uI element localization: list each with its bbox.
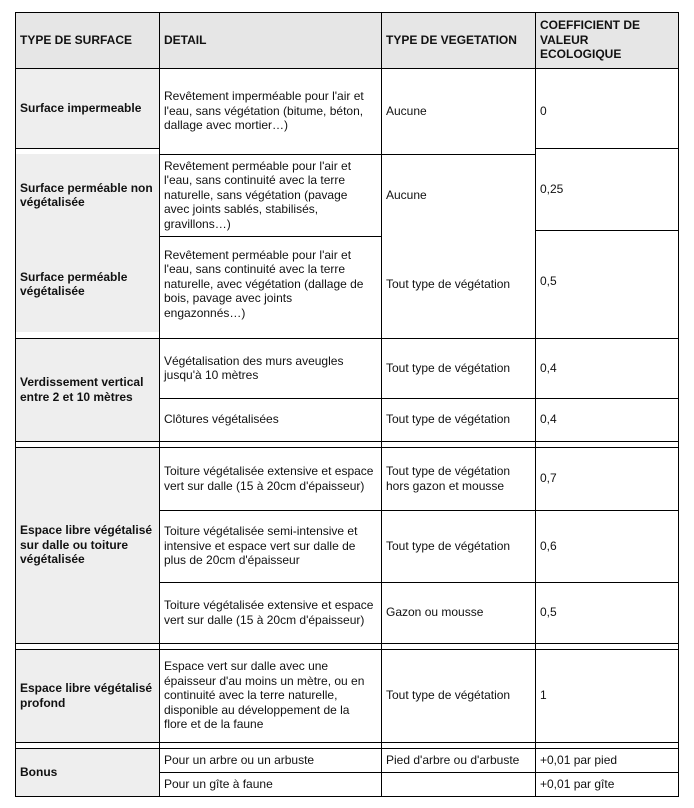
group-verdissement-vertical bbox=[15, 338, 159, 441]
column-divider bbox=[159, 12, 160, 797]
row-divider bbox=[159, 398, 679, 399]
row-coefficient-text: 0,5 bbox=[540, 273, 557, 288]
group-surface-permeable-vegetalisee bbox=[15, 236, 159, 332]
group-label: Surface perméable végétalisée bbox=[20, 269, 128, 298]
header-coefficient-text: COEFFICIENT DE VALEUR ECOLOGIQUE bbox=[540, 18, 641, 62]
row-vegetation bbox=[381, 772, 535, 797]
row-divider bbox=[15, 447, 679, 448]
row-detail bbox=[159, 154, 381, 236]
row-divider bbox=[535, 230, 679, 231]
header-type-surface-text: TYPE DE SURFACE bbox=[20, 32, 133, 47]
border-line bbox=[15, 796, 679, 797]
row-detail bbox=[159, 510, 381, 582]
ecological-coefficient-table bbox=[15, 12, 679, 797]
header-detail bbox=[159, 12, 381, 68]
group-label: Surface impermeable bbox=[20, 100, 142, 115]
row-coefficient-text: 0,25 bbox=[540, 181, 564, 196]
row-coefficient bbox=[535, 398, 679, 441]
row-coefficient-text: 0,7 bbox=[540, 471, 557, 486]
row-vegetation-text: Tout type de végétation bbox=[386, 276, 511, 291]
row-divider bbox=[159, 154, 535, 155]
row-divider bbox=[15, 748, 679, 749]
row-coefficient bbox=[535, 230, 679, 332]
group-label: Bonus bbox=[20, 765, 58, 780]
row-detail-text: Toiture végétalisée semi-intensive et intensive et espace vert sur dalle de plus de 20cm d'épaisseur bbox=[164, 524, 358, 568]
column-divider bbox=[381, 12, 382, 797]
row-detail bbox=[159, 447, 381, 510]
row-vegetation bbox=[381, 236, 535, 332]
row-coefficient bbox=[535, 649, 679, 742]
group-surface-impermeable bbox=[15, 68, 159, 148]
row-coefficient-text: 0,4 bbox=[540, 412, 557, 427]
row-vegetation-text: Tout type de végétation bbox=[386, 412, 511, 427]
row-vegetation-text: Aucune bbox=[386, 103, 427, 118]
group-label: Verdissement vertical entre 2 et 10 mètres bbox=[20, 375, 144, 404]
row-coefficient-text: +0,01 par gîte bbox=[540, 777, 615, 792]
row-divider bbox=[15, 742, 679, 743]
row-coefficient-text: 0,5 bbox=[540, 605, 557, 620]
row-vegetation bbox=[381, 398, 535, 441]
row-vegetation bbox=[381, 649, 535, 742]
row-divider bbox=[159, 510, 679, 511]
row-coefficient bbox=[535, 772, 679, 797]
row-coefficient-text: 0 bbox=[540, 103, 547, 118]
row-detail bbox=[159, 649, 381, 742]
row-vegetation bbox=[381, 68, 535, 154]
row-coefficient-text: +0,01 par pied bbox=[540, 752, 618, 767]
row-detail-text: Revêtement imperméable pour l'air et l'eau, sans végétation (bitume, béton, dallage avec mortier…) bbox=[164, 89, 364, 133]
row-detail bbox=[159, 338, 381, 398]
row-divider bbox=[15, 441, 679, 442]
row-coefficient bbox=[535, 447, 679, 510]
row-vegetation-text: Tout type de végétation hors gazon et mousse bbox=[386, 464, 511, 493]
border-line bbox=[678, 12, 679, 797]
group-label: Espace libre végétalisé profond bbox=[20, 681, 153, 710]
row-divider bbox=[159, 236, 381, 237]
row-coefficient-text: 0,6 bbox=[540, 538, 557, 553]
row-vegetation bbox=[381, 447, 535, 510]
header-detail-text: DETAIL bbox=[164, 32, 207, 47]
header-coefficient bbox=[535, 12, 679, 68]
row-vegetation bbox=[381, 582, 535, 643]
row-detail-text: Revêtement perméable pour l'air et l'eau, sans continuité avec la terre naturelle, sans végétation (pavage avec joints sablés, stabilisés, gravillons…) bbox=[164, 158, 352, 231]
row-vegetation bbox=[381, 510, 535, 582]
row-coefficient bbox=[535, 338, 679, 398]
row-divider bbox=[15, 68, 679, 69]
row-detail-text: Pour un gîte à faune bbox=[164, 777, 273, 792]
border-line bbox=[15, 12, 16, 797]
row-coefficient bbox=[535, 148, 679, 230]
group-label: Espace libre végétalisé sur dalle ou toiture végétalisée bbox=[20, 523, 153, 567]
border-line bbox=[15, 12, 679, 13]
row-divider bbox=[159, 582, 679, 583]
group-espace-libre-dalle bbox=[15, 447, 159, 643]
row-detail-text: Toiture végétalisée extensive et espace vert sur dalle (15 à 20cm d'épaisseur) bbox=[164, 464, 374, 493]
row-detail-text: Espace vert sur dalle avec une épaisseur d'au moins un mètre, ou en continuité avec la terre naturelle, disponible au développement de la flore et de la faune bbox=[164, 659, 365, 732]
row-detail bbox=[159, 236, 381, 332]
group-surface-permeable-non-vegetalisee bbox=[15, 154, 159, 236]
row-detail bbox=[159, 68, 381, 154]
row-coefficient bbox=[535, 582, 679, 643]
column-divider bbox=[535, 12, 536, 797]
row-coefficient bbox=[535, 510, 679, 582]
row-detail bbox=[159, 398, 381, 441]
row-detail bbox=[159, 772, 381, 797]
row-detail-text: Pour un arbre ou un arbuste bbox=[164, 752, 315, 767]
row-detail bbox=[159, 748, 381, 772]
header-type-vegetation bbox=[381, 12, 535, 68]
group-label: Surface perméable non végétalisée bbox=[20, 180, 153, 209]
row-detail-text: Végétalisation des murs aveugles jusqu'à 10 mètres bbox=[164, 353, 344, 382]
row-divider bbox=[15, 338, 679, 339]
row-detail-text: Toiture végétalisée extensive et espace vert sur dalle (15 à 20cm d'épaisseur) bbox=[164, 598, 374, 627]
row-detail-text: Revêtement perméable pour l'air et l'eau, sans continuité avec la terre naturelle, avec végétation (dallage de bois, pavage avec joints engazonnés…) bbox=[164, 247, 364, 320]
row-vegetation-text: Gazon ou mousse bbox=[386, 605, 484, 620]
row-vegetation bbox=[381, 154, 535, 236]
group-bonus bbox=[15, 748, 159, 797]
row-detail bbox=[159, 582, 381, 643]
row-detail-text: Clôtures végétalisées bbox=[164, 412, 279, 427]
row-divider bbox=[159, 772, 679, 773]
row-vegetation bbox=[381, 748, 535, 772]
header-type-vegetation-text: TYPE DE VEGETATION bbox=[386, 32, 517, 47]
row-coefficient bbox=[535, 748, 679, 772]
row-divider bbox=[15, 649, 679, 650]
header-type-surface bbox=[15, 12, 159, 68]
group-espace-libre-profond bbox=[15, 649, 159, 742]
row-vegetation-text: Pied d'arbre ou d'arbuste bbox=[386, 752, 520, 767]
row-coefficient bbox=[535, 68, 679, 154]
row-vegetation-text: Tout type de végétation bbox=[386, 360, 511, 375]
row-coefficient-text: 0,4 bbox=[540, 360, 557, 375]
row-divider bbox=[15, 643, 679, 644]
row-divider bbox=[15, 148, 159, 149]
row-vegetation-text: Tout type de végétation bbox=[386, 538, 511, 553]
row-vegetation-text: Tout type de végétation bbox=[386, 688, 511, 703]
row-coefficient-text: 1 bbox=[540, 688, 547, 703]
row-vegetation bbox=[381, 338, 535, 398]
row-vegetation-text: Aucune bbox=[386, 187, 427, 202]
row-divider bbox=[535, 148, 679, 149]
